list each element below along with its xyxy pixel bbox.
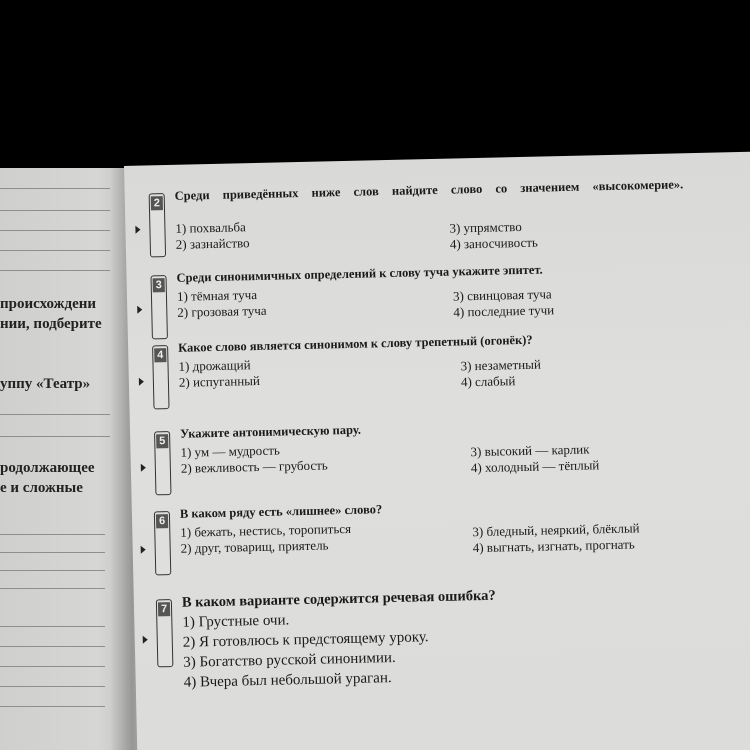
option: 2) зазнайство [175,235,250,252]
ruled-line [0,626,105,627]
left-page-fragment: родолжающее [0,460,95,476]
ruled-line [0,666,105,667]
task-4 [152,327,750,390]
arrow-icon [143,636,148,644]
ruled-line [0,588,105,589]
arrow-icon [139,378,144,386]
answer-box[interactable] [149,193,166,257]
answer-box[interactable] [154,431,171,495]
option: 1) бежать, нестись, торопиться [180,520,352,540]
arrow-icon [141,464,146,472]
option: 4) последние тучи [453,302,555,320]
task-3 [150,257,750,320]
ruled-line [0,552,105,553]
answer-box[interactable] [152,345,169,409]
ruled-line [0,250,110,251]
option: 3) высокий — карлик [470,441,590,460]
option: 3) бледный, неяркий, блёклый [472,520,640,540]
ruled-line [0,414,110,415]
left-page-fragment: нии, подберите [0,316,102,332]
option: 4) слабый [460,373,516,390]
ruled-line [0,270,110,271]
option: 2) Я готовлюсь к предстоящему уроку. [182,629,429,651]
answer-box[interactable] [156,599,174,667]
option: 3) Богатство русской синонимии. [183,649,396,671]
option: 2) грозовая туча [177,302,267,320]
ruled-line [0,706,105,707]
question-text: Какое слово является синонимом к слову трепетный (огонёк)? [177,332,533,355]
ruled-line [0,230,110,231]
arrow-icon [141,546,146,554]
option: 2) друг, товарищ, приятель [180,537,329,556]
option: 1) ум — мудрость [180,442,281,460]
answer-box[interactable] [150,275,167,339]
task-number: 5 [156,434,168,448]
option: 1) тёмная туча [176,287,258,304]
question-text: Среди приведённых ниже слов найдите слово со значением «высокомерие». [174,177,684,203]
task-number: 4 [154,348,166,362]
ruled-line [0,210,110,211]
option: 1) похвальба [175,219,246,236]
option: 2) вежливость — грубость [180,457,328,476]
question-text: В каком варианте содержится речевая ошибка? [181,587,496,611]
ruled-line [0,570,105,571]
option: 4) Вчера был небольшой ураган. [183,670,392,691]
ruled-line [0,646,105,647]
right-page [124,151,750,750]
option: 3) свинцовая туча [452,286,552,304]
ruled-line [0,188,110,189]
option: 2) испуганный [178,372,261,390]
task-5 [154,413,750,476]
ruled-line [0,534,105,535]
task-6 [154,493,750,556]
question-text: Среди синонимичных определений к слову туча укажите эпитет. [176,262,543,285]
option: 4) заносчивость [449,234,539,252]
ruled-line [0,436,110,437]
option: 1) дрожащий [178,357,251,374]
option: 4) выгнать, изгнать, прогнать [472,536,635,556]
option: 4) холодный — тёплый [470,457,600,476]
arrow-icon [135,226,140,234]
question-text: В каком ряду есть «лишнее» слово? [179,502,383,521]
option: 1) Грустные очи. [182,612,290,631]
arrow-icon [137,306,142,314]
task-number: 6 [156,514,168,528]
option: 3) незаметный [460,356,541,374]
option: 3) упрямство [449,218,522,236]
task-number: 3 [153,278,165,292]
task-2 [149,175,750,252]
ruled-line [0,686,105,687]
answer-box[interactable] [154,511,171,575]
left-page-fragment: происхождени [0,296,97,312]
task-number: 7 [158,602,170,616]
left-page-fragment: уппу «Театр» [0,376,91,392]
task-number: 2 [151,196,163,210]
task-7 [156,581,750,691]
left-page-fragment: е и сложные [0,480,83,496]
question-text: Укажите антонимическую пару. [179,422,362,441]
